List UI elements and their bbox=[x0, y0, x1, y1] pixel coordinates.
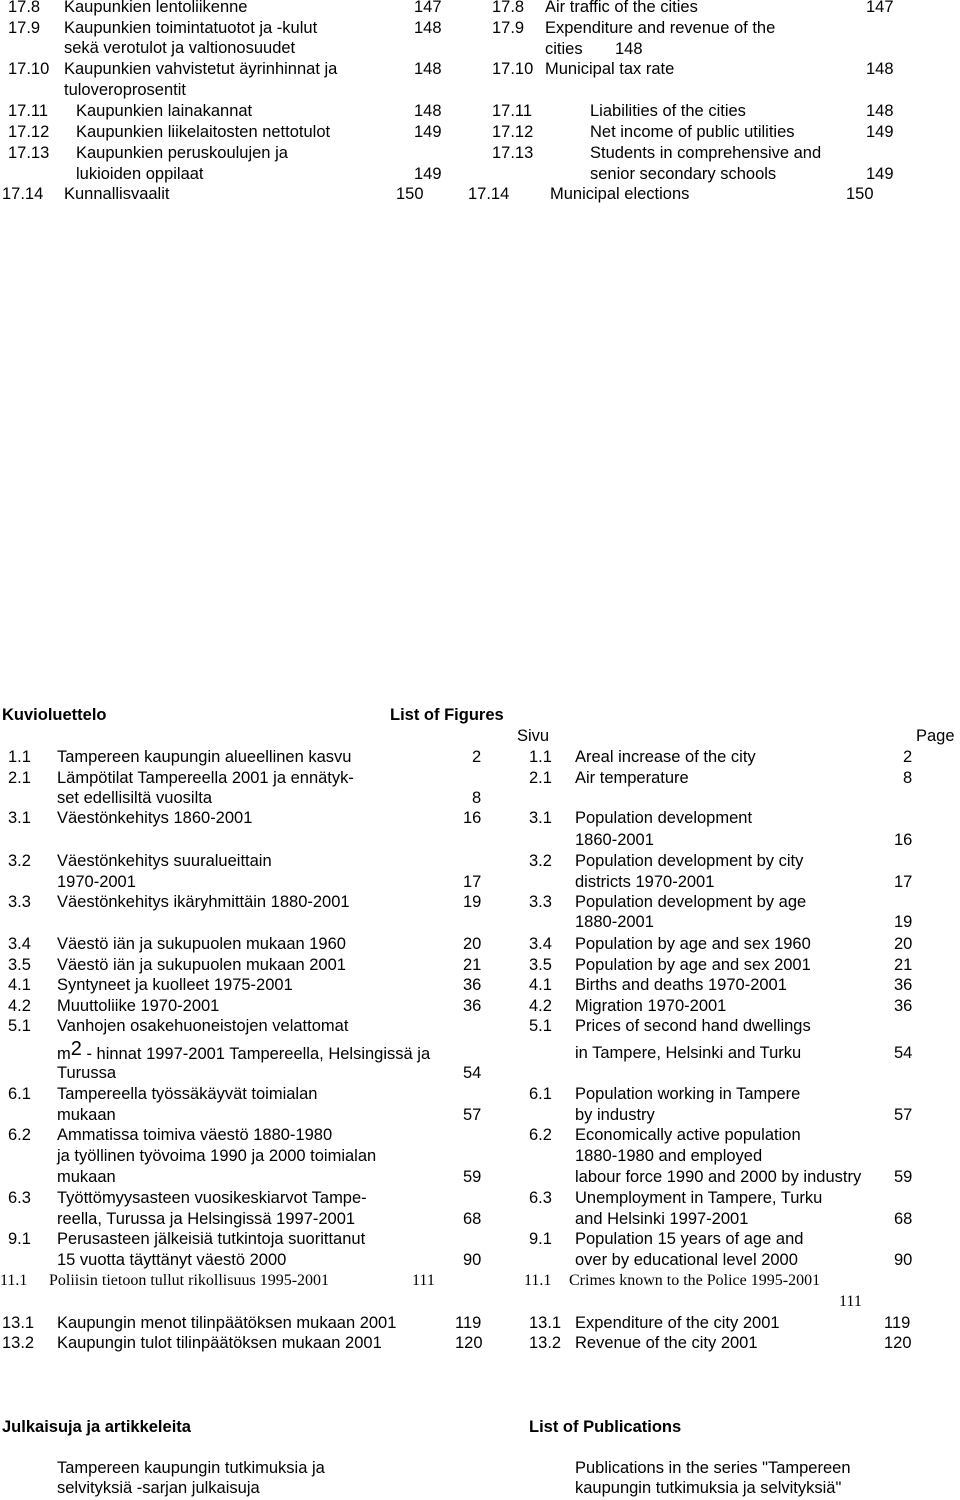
figure-title: districts 1970-2001 bbox=[575, 873, 715, 891]
figure-title: Population 15 years of age and bbox=[575, 1230, 804, 1248]
entry-title: lukioiden oppilaat bbox=[76, 165, 204, 183]
figure-page: 36 bbox=[894, 976, 913, 994]
figure-number: 13.1 bbox=[529, 1314, 562, 1332]
entry-page: 148 bbox=[866, 102, 894, 120]
figure-title: by industry bbox=[575, 1106, 655, 1124]
figure-title: Tampereella työssäkäyvät toimialan bbox=[57, 1085, 318, 1103]
entry-title: Kaupunkien peruskoulujen ja bbox=[76, 144, 288, 162]
entry-title: Kaupunkien liikelaitosten nettotulot bbox=[76, 123, 331, 141]
entry-title: senior secondary schools bbox=[590, 165, 777, 183]
entry-number: 17.9 bbox=[492, 19, 525, 37]
figure-page: 8 bbox=[472, 789, 482, 807]
figure-page: 16 bbox=[463, 809, 482, 827]
figure-number: 9.1 bbox=[8, 1230, 31, 1248]
figure-title: set edellisiltä vuosilta bbox=[57, 789, 212, 807]
entry-page: 150 bbox=[396, 185, 424, 203]
entry-page: 147 bbox=[866, 0, 894, 16]
entry-number: 17.9 bbox=[8, 19, 41, 37]
figure-title: Tampereen kaupungin alueellinen kasvu bbox=[57, 748, 352, 766]
entry-number: 17.13 bbox=[492, 144, 534, 162]
figure-page: 20 bbox=[463, 935, 482, 953]
figure-title: Population development by age bbox=[575, 893, 807, 911]
entry-title: Kaupunkien vahvistetut äyrinhinnat ja bbox=[64, 60, 338, 78]
figure-title: 1880-1980 and employed bbox=[575, 1147, 763, 1165]
figure-number: 3.1 bbox=[8, 809, 31, 827]
figure-title: mukaan bbox=[57, 1168, 116, 1186]
figure-title: Kaupungin tulot tilinpäätöksen mukaan 2001 bbox=[57, 1334, 382, 1352]
entry-page: 148 bbox=[414, 19, 442, 37]
entry-title: Municipal tax rate bbox=[545, 60, 675, 78]
entry-title: Municipal elections bbox=[550, 185, 690, 203]
figure-page: 36 bbox=[894, 997, 913, 1015]
figure-title: Perusasteen jälkeisiä tutkintoja suorittanut bbox=[57, 1230, 366, 1248]
figure-page: 8 bbox=[903, 769, 913, 787]
figure-page: 57 bbox=[894, 1106, 913, 1124]
figure-number: 3.5 bbox=[8, 956, 31, 974]
figure-page: 111 bbox=[839, 1293, 862, 1310]
figure-page: 54 bbox=[894, 1044, 913, 1062]
figure-number: 13.1 bbox=[2, 1314, 35, 1332]
figure-number: 3.4 bbox=[529, 935, 552, 953]
figure-title: and Helsinki 1997-2001 bbox=[575, 1210, 749, 1228]
entry-page: 148 bbox=[414, 102, 442, 120]
figure-number: 13.2 bbox=[529, 1334, 562, 1352]
figure-title: 1860-2001 bbox=[575, 831, 654, 849]
entry-title: cities bbox=[545, 40, 583, 58]
entry-page: 149 bbox=[414, 165, 442, 183]
publications-text-fi: Tampereen kaupungin tutkimuksia ja bbox=[57, 1459, 325, 1477]
publications-text-fi: selvityksiä -sarjan julkaisuja bbox=[57, 1479, 260, 1497]
entry-page: 149 bbox=[866, 165, 894, 183]
figure-number: 5.1 bbox=[8, 1017, 31, 1035]
figure-number: 2.1 bbox=[8, 769, 31, 787]
figure-title: over by educational level 2000 bbox=[575, 1251, 798, 1269]
figure-title: 1970-2001 bbox=[57, 873, 136, 891]
figure-page: 90 bbox=[463, 1251, 482, 1269]
entry-number: 17.12 bbox=[8, 123, 50, 141]
publications-text-en: kaupungin tutkimuksia ja selvityksiä" bbox=[575, 1479, 842, 1497]
figure-title: Population development by city bbox=[575, 852, 804, 870]
figure-page: 19 bbox=[894, 913, 913, 931]
entry-number: 17.10 bbox=[8, 60, 50, 78]
entry-title: Net income of public utilities bbox=[590, 123, 795, 141]
page-column-label-fi: Sivu bbox=[517, 727, 550, 745]
publications-heading-fi: Julkaisuja ja artikkeleita bbox=[2, 1418, 191, 1436]
figure-number: 4.1 bbox=[529, 976, 552, 994]
figure-number: 3.2 bbox=[529, 852, 552, 870]
figure-page: 17 bbox=[894, 873, 913, 891]
figure-page: 20 bbox=[894, 935, 913, 953]
figure-title: Syntyneet ja kuolleet 1975-2001 bbox=[57, 976, 293, 994]
figure-title: labour force 1990 and 2000 by industry bbox=[575, 1168, 862, 1186]
figure-title: Väestö iän ja sukupuolen mukaan 2001 bbox=[57, 956, 346, 974]
figure-number: 4.1 bbox=[8, 976, 31, 994]
entry-title: Kunnallisvaalit bbox=[64, 185, 170, 203]
entry-title: Kaupunkien lainakannat bbox=[76, 102, 253, 120]
entry-title: Expenditure and revenue of the bbox=[545, 19, 776, 37]
entry-number: 17.14 bbox=[2, 185, 44, 203]
figure-title: Population by age and sex 2001 bbox=[575, 956, 811, 974]
figure-number: 6.1 bbox=[529, 1085, 552, 1103]
figure-page: 59 bbox=[894, 1168, 913, 1186]
figure-number: 6.3 bbox=[8, 1189, 31, 1207]
figure-page: 90 bbox=[894, 1251, 913, 1269]
entry-title: sekä verotulot ja valtionosuudet bbox=[64, 39, 296, 57]
figure-page: 19 bbox=[463, 893, 482, 911]
figure-number: 11.1 bbox=[524, 1272, 552, 1289]
figure-title: Muuttoliike 1970-2001 bbox=[57, 997, 220, 1015]
figure-page: 17 bbox=[463, 873, 482, 891]
figure-title: Population working in Tampere bbox=[575, 1085, 801, 1103]
figure-title: 15 vuotta täyttänyt väestö 2000 bbox=[57, 1251, 287, 1269]
figure-number: 3.4 bbox=[8, 935, 31, 953]
entry-number: 17.8 bbox=[8, 0, 41, 16]
entry-page: 149 bbox=[866, 123, 894, 141]
figure-title: Revenue of the city 2001 bbox=[575, 1334, 758, 1352]
figure-number: 3.5 bbox=[529, 956, 552, 974]
entry-number: 17.11 bbox=[492, 102, 533, 120]
figure-title: Työttömyysasteen vuosikeskiarvot Tampe- bbox=[57, 1189, 367, 1207]
figure-title: Lämpötilat Tampereella 2001 ja ennätyk- bbox=[57, 769, 354, 787]
figure-number: 4.2 bbox=[529, 997, 552, 1015]
figure-title: Population by age and sex 1960 bbox=[575, 935, 811, 953]
figure-page: 2 bbox=[903, 748, 913, 766]
figure-number: 4.2 bbox=[8, 997, 31, 1015]
figure-title: in Tampere, Helsinki and Turku bbox=[575, 1044, 802, 1062]
entry-number: 17.11 bbox=[8, 102, 49, 120]
figure-number: 3.2 bbox=[8, 852, 31, 870]
entry-title: Air traffic of the cities bbox=[545, 0, 698, 16]
entry-page: 149 bbox=[414, 123, 442, 141]
entry-page: 148 bbox=[615, 40, 643, 58]
figure-title: Expenditure of the city 2001 bbox=[575, 1314, 780, 1332]
figure-number: 3.3 bbox=[529, 893, 552, 911]
entry-title: Students in comprehensive and bbox=[590, 144, 822, 162]
figure-number: 13.2 bbox=[2, 1334, 35, 1352]
figure-title: mukaan bbox=[57, 1106, 116, 1124]
entry-page: 150 bbox=[846, 185, 874, 203]
publications-heading-en: List of Publications bbox=[529, 1418, 682, 1436]
entry-title: Liabilities of the cities bbox=[590, 102, 746, 120]
figure-title: Crimes known to the Police 1995-2001 bbox=[569, 1272, 821, 1289]
figure-title: m2 - hinnat 1997-2001 Tampereella, Helsingissä ja bbox=[57, 1038, 431, 1063]
page-column-label-en: Page bbox=[916, 727, 955, 745]
figure-title: Economically active population bbox=[575, 1126, 801, 1144]
entry-number: 17.13 bbox=[8, 144, 50, 162]
figure-page: 16 bbox=[894, 831, 913, 849]
entry-page: 148 bbox=[414, 60, 442, 78]
figure-page: 111 bbox=[412, 1272, 435, 1289]
figure-page: 119 bbox=[884, 1314, 911, 1332]
figure-page: 36 bbox=[463, 997, 482, 1015]
figure-title: Turussa bbox=[57, 1064, 116, 1082]
publications-text-en: Publications in the series "Tampereen bbox=[575, 1459, 851, 1477]
figure-title: Väestönkehitys ikäryhmittäin 1880-2001 bbox=[57, 893, 350, 911]
figure-page: 54 bbox=[463, 1064, 482, 1082]
entry-number: 17.14 bbox=[468, 185, 510, 203]
figure-number: 6.3 bbox=[529, 1189, 552, 1207]
figure-title: Ammatissa toimiva väestö 1880-1980 bbox=[57, 1126, 333, 1144]
figure-number: 6.1 bbox=[8, 1085, 31, 1103]
figure-page: 2 bbox=[472, 748, 482, 766]
entry-page: 147 bbox=[414, 0, 442, 16]
entry-number: 17.8 bbox=[492, 0, 525, 16]
figure-page: 21 bbox=[463, 956, 482, 974]
figure-title: ja työllinen työvoima 1990 ja 2000 toimialan bbox=[57, 1147, 377, 1165]
figure-page: 119 bbox=[455, 1314, 482, 1332]
figure-title: Births and deaths 1970-2001 bbox=[575, 976, 787, 994]
entry-number: 17.10 bbox=[492, 60, 534, 78]
figure-title: Areal increase of the city bbox=[575, 748, 756, 766]
figure-title: Väestönkehitys 1860-2001 bbox=[57, 809, 253, 827]
figure-number: 6.2 bbox=[8, 1126, 31, 1144]
figures-heading-en: List of Figures bbox=[390, 706, 504, 724]
figure-number: 1.1 bbox=[529, 748, 552, 766]
figure-number: 9.1 bbox=[529, 1230, 552, 1248]
figure-title: Väestö iän ja sukupuolen mukaan 1960 bbox=[57, 935, 346, 953]
figure-number: 3.3 bbox=[8, 893, 31, 911]
figure-number: 11.1 bbox=[0, 1272, 28, 1289]
figure-title: 1880-2001 bbox=[575, 913, 654, 931]
figure-title: Population development bbox=[575, 809, 753, 827]
figure-number: 6.2 bbox=[529, 1126, 552, 1144]
figure-number: 5.1 bbox=[529, 1017, 552, 1035]
figure-page: 120 bbox=[455, 1334, 483, 1352]
figure-page: 59 bbox=[463, 1168, 482, 1186]
figure-page: 120 bbox=[884, 1334, 912, 1352]
figure-title: Migration 1970-2001 bbox=[575, 997, 727, 1015]
entry-title: Kaupunkien toimintatuotot ja -kulut bbox=[64, 19, 318, 37]
figure-page: 57 bbox=[463, 1106, 482, 1124]
figure-page: 68 bbox=[894, 1210, 913, 1228]
figure-number: 1.1 bbox=[8, 748, 31, 766]
figures-heading-fi: Kuvioluettelo bbox=[2, 706, 107, 724]
figure-title: Väestönkehitys suuralueittain bbox=[57, 852, 272, 870]
figure-title: reella, Turussa ja Helsingissä 1997-2001 bbox=[57, 1210, 356, 1228]
figure-title: Unemployment in Tampere, Turku bbox=[575, 1189, 823, 1207]
figure-title: Air temperature bbox=[575, 769, 689, 787]
entry-number: 17.12 bbox=[492, 123, 534, 141]
figure-title: Poliisin tietoon tullut rikollisuus 1995-2001 bbox=[49, 1272, 330, 1289]
entry-title: Kaupunkien lentoliikenne bbox=[64, 0, 248, 16]
figure-page: 68 bbox=[463, 1210, 482, 1228]
figure-title: Kaupungin menot tilinpäätöksen mukaan 2001 bbox=[57, 1314, 397, 1332]
entry-page: 148 bbox=[866, 60, 894, 78]
entry-title: tuloveroprosentit bbox=[64, 81, 186, 99]
figure-title: Vanhojen osakehuoneistojen velattomat bbox=[57, 1017, 349, 1035]
figure-number: 3.1 bbox=[529, 809, 552, 827]
figure-title: Prices of second hand dwellings bbox=[575, 1017, 811, 1035]
figure-page: 21 bbox=[894, 956, 913, 974]
figure-page: 36 bbox=[463, 976, 482, 994]
figure-number: 2.1 bbox=[529, 769, 552, 787]
